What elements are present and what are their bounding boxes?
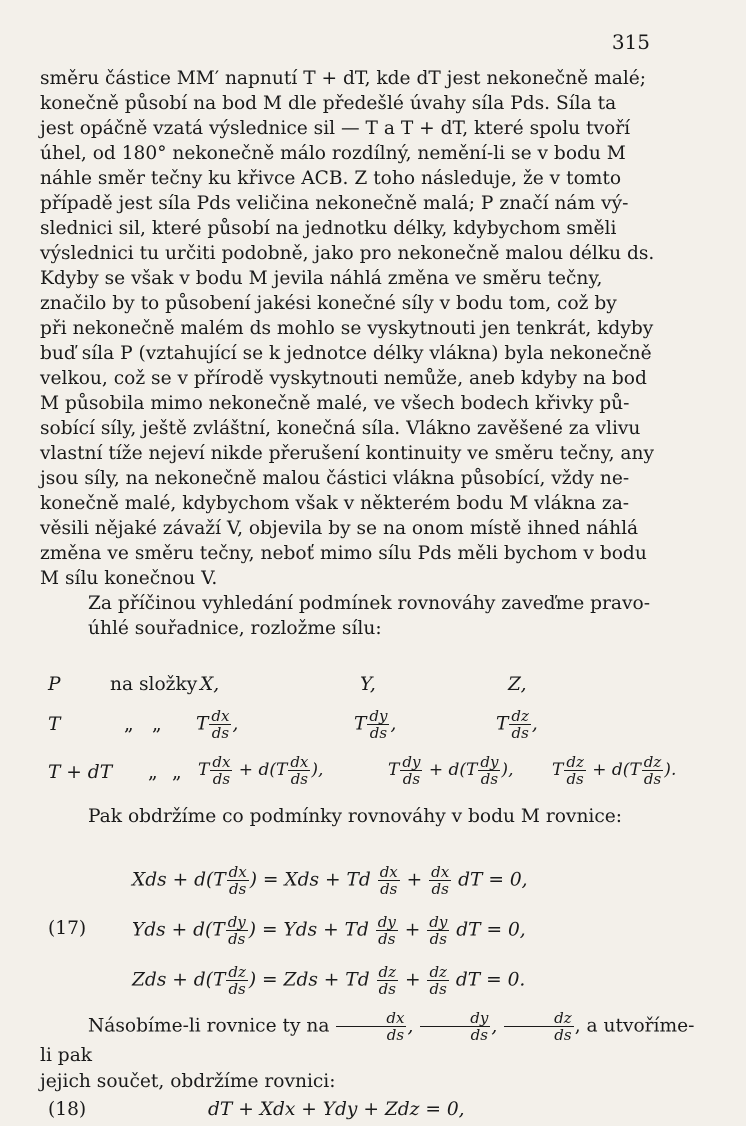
text-line: úhlé souřadnice, rozložme sílu: bbox=[88, 618, 382, 639]
text-line: jsou síly, na nekonečně malou částici vlákna působící, vždy ne- bbox=[40, 468, 630, 489]
component-x: X, bbox=[200, 674, 220, 695]
equation-z bbox=[40, 956, 700, 1006]
text-line: změna ve směru tečny, neboť mimo sílu Pds měli bychom v bodu bbox=[40, 543, 647, 564]
equation-18 bbox=[40, 1095, 700, 1125]
table-label: na složky bbox=[110, 674, 198, 695]
t-dz-plus-d: T $\frac{dz}{ds}$ + d(T $\frac{dz}{ds}$ ). bbox=[552, 753, 677, 788]
equation-y bbox=[40, 906, 700, 956]
equation-label-18: (18) bbox=[48, 1099, 87, 1120]
text-line: věsili nějaké závaží V, objevila by se na onom místě ihned náhlá bbox=[40, 518, 639, 539]
eq-y-expr: Yds + d(T $\frac{dy}{ds}$ ) = Yds + Td $\frac{dy}{ds}$ + $\frac{dy}{ds}$ dT = 0, bbox=[132, 913, 526, 948]
ditto-mark: „ bbox=[172, 762, 182, 783]
t-dy-ds: T $\frac{dy}{ds}$ , bbox=[354, 707, 397, 742]
t-dy-plus-d: T $\frac{dy}{ds}$ + d(T $\frac{dy}{ds}$ ), bbox=[388, 753, 514, 788]
text-line: úhel, od 180° nekonečně málo rozdílný, nemění-li se v bodu M bbox=[40, 143, 626, 164]
text-line: Za příčinou vyhledání podmínek rovnováhy zaveďme pravo- bbox=[88, 593, 650, 614]
ditto-mark: „ bbox=[152, 714, 162, 735]
eq-x-expr: Xds + d(T $\frac{dx}{ds}$ ) = Xds + Td $\frac{dx}{ds}$ + $\frac{dx}{ds}$ dT = 0, bbox=[132, 863, 528, 898]
force-t: T bbox=[48, 714, 61, 735]
table-row-t-dt bbox=[40, 754, 700, 804]
text-line: případě jest síla Pds veličina nekonečně malá; P značí nám vý- bbox=[40, 193, 629, 214]
text-line: náhle směr tečny ku křivce ACB. Z toho následuje, že v tomto bbox=[40, 168, 622, 189]
equation-system-17 bbox=[40, 856, 700, 1006]
force-t-plus-dt: T + dT bbox=[48, 762, 113, 783]
sum-line: jejich součet, obdržíme rovnici: bbox=[40, 1071, 336, 1092]
text-line: M sílu konečnou V. bbox=[40, 568, 218, 589]
body-text bbox=[40, 66, 680, 641]
t-dx-plus-d: T $\frac{dx}{ds}$ + d(T $\frac{dx}{ds}$ ), bbox=[198, 753, 324, 788]
ditto-mark: „ bbox=[124, 714, 134, 735]
equations-intro: Pak obdržíme co podmínky rovnováhy v bodu M rovnice: bbox=[88, 806, 623, 827]
text-line: M působila mimo nekonečně malé, ve všech bodech křivky pů- bbox=[40, 393, 630, 414]
paragraph-1 bbox=[40, 66, 680, 591]
page-number: 315 bbox=[611, 30, 650, 54]
equation-label-17: (17) bbox=[48, 918, 87, 939]
text-line: slednici sil, které působí na jednotku délky, kdybychom směli bbox=[40, 218, 617, 239]
table-row-p bbox=[40, 668, 700, 708]
text-line: velkou, což se v přírodě vyskytnouti nemůže, aneb kdyby na bod bbox=[40, 368, 647, 389]
equation-x bbox=[40, 856, 700, 906]
t-dx-ds: T $\frac{dx}{ds}$ , bbox=[196, 707, 239, 742]
force-p: P bbox=[48, 674, 61, 695]
text-line: směru částice MM′ napnutí T + dT, kde dT jest nekonečně malé; bbox=[40, 68, 647, 89]
text-line: buď síla P (vztahující se k jednotce délky vlákna) byla nekonečně bbox=[40, 343, 652, 364]
closing-text bbox=[40, 1010, 700, 1125]
text-line: výslednici tu určiti podobně, jako pro nekonečně malou délku ds. bbox=[40, 243, 655, 264]
component-y: Y, bbox=[360, 674, 376, 695]
text-line: vlastní tíže nejeví nikde přerušení kontinuity ve směru tečny, any bbox=[40, 443, 654, 464]
t-dz-ds: T $\frac{dz}{ds}$ , bbox=[496, 707, 538, 742]
component-z: Z, bbox=[508, 674, 527, 695]
text-line: při nekonečně malém ds mohlo se vyskytnouti jen tenkrát, kdyby bbox=[40, 318, 654, 339]
multiply-line: Násobíme-li rovnice ty na $\frac{dx}{ds}$ , $\frac{dy}{ds}$ , $\frac{dz}{ds}$ , a utvoříme-li pak bbox=[40, 1009, 695, 1066]
ditto-mark: „ bbox=[148, 762, 158, 783]
text-line: sobící síly, ještě zvláštní, konečná síla. Vlákno zavěšené za vlivu bbox=[40, 418, 641, 439]
paragraph-2 bbox=[40, 591, 680, 641]
text-line: konečně malé, kdybychom však v některém bodu M vlákna za- bbox=[40, 493, 630, 514]
force-decomposition-table bbox=[40, 668, 700, 804]
text-line: značilo by to působení jakési konečné síly v bodu tom, což by bbox=[40, 293, 617, 314]
text-line: Kdyby se však v bodu M jevila náhlá změna ve směru tečny, bbox=[40, 268, 603, 289]
text-line: jest opáčně vzatá výslednice sil — T a T + dT, které spolu tvoří bbox=[40, 118, 631, 139]
equation-18-expr: dT + Xdx + Ydy + Zdz = 0, bbox=[208, 1099, 465, 1120]
table-row-t bbox=[40, 708, 700, 754]
eq-z-expr: Zds + d(T $\frac{dz}{ds}$ ) = Zds + Td $\frac{dz}{ds}$ + $\frac{dz}{ds}$ dT = 0. bbox=[132, 963, 526, 998]
text-line: konečně působí na bod M dle předešlé úvahy síla Pds. Síla ta bbox=[40, 93, 617, 114]
